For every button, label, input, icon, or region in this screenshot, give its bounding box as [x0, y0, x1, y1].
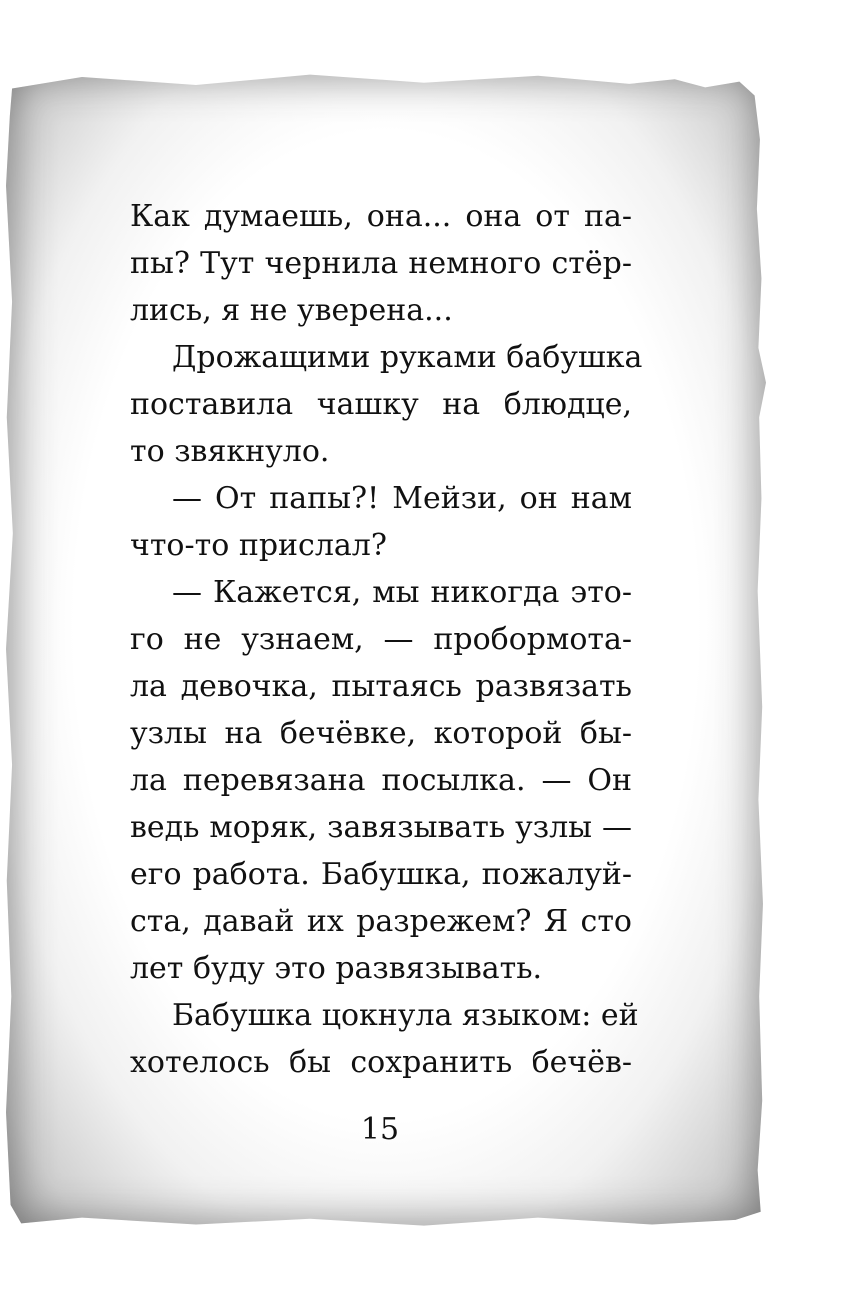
- text-line: узлы на бечёвке, которой бы-: [130, 716, 632, 751]
- text-line: го не узнаем, — пробормота-: [130, 622, 632, 657]
- text-line: что-то прислал?: [130, 528, 387, 563]
- text-line: пы? Тут чернила немного стёр-: [130, 246, 632, 281]
- text-line: — Кажется, мы никогда это-: [172, 575, 632, 610]
- text-line: то звякнуло.: [130, 434, 330, 469]
- text-line: ла девочка, пытаясь развязать: [130, 669, 632, 704]
- body-text: [130, 193, 643, 1086]
- text-line: ла перевязана посылка. — Он: [130, 763, 632, 798]
- text-line: ведь моряк, завязывать узлы —: [130, 810, 632, 845]
- text-line: поставила чашку на блюдце,: [130, 387, 632, 422]
- text-line: Как думаешь, она... она от па-: [130, 199, 632, 234]
- text-line: лись, я не уверена...: [130, 293, 453, 328]
- text-line: ста, давай их разрежем? Я сто: [130, 904, 632, 939]
- page-number: 15: [360, 1112, 400, 1147]
- text-line: Дрожащими руками бабушка: [172, 340, 643, 375]
- text-line: лет буду это развязывать.: [130, 951, 543, 986]
- text-line: хотелось бы сохранить бечёв-: [130, 1045, 632, 1080]
- text-line: — От папы?! Мейзи, он нам: [172, 481, 632, 516]
- text-line: его работа. Бабушка, пожалуй-: [130, 857, 632, 892]
- text-line: Бабушка цокнула языком: ей: [172, 998, 639, 1033]
